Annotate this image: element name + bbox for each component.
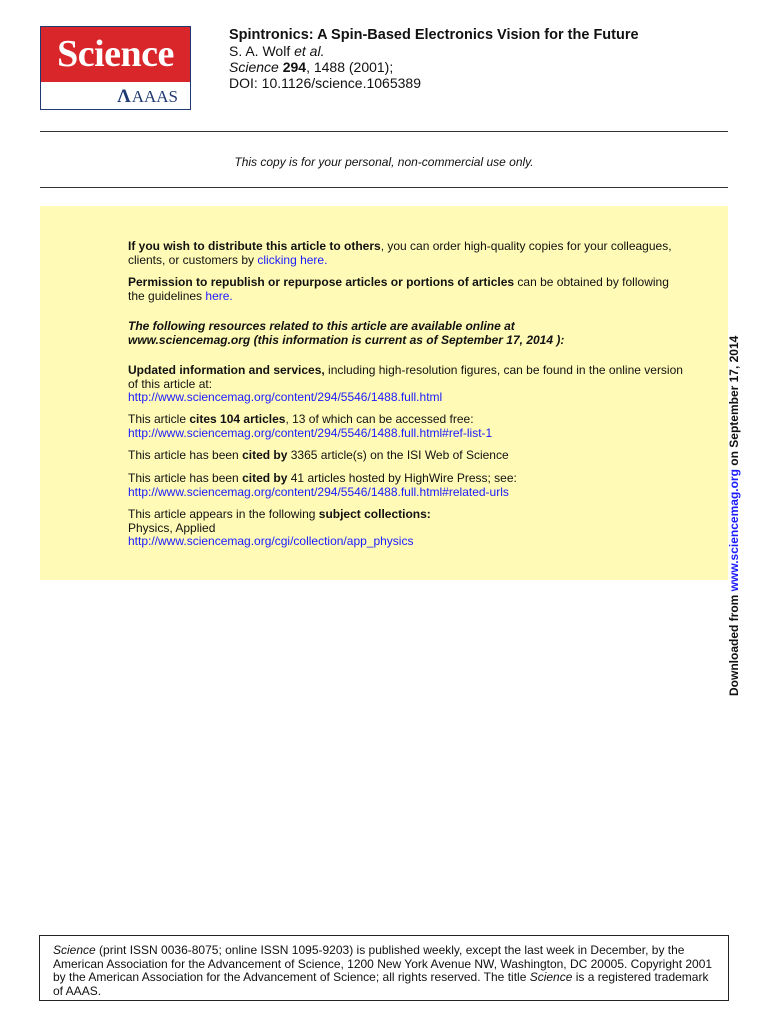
permission-paragraph xyxy=(128,276,688,303)
article-doi: DOI: 10.1126/science.1065389 xyxy=(229,75,421,91)
highwire-citations-paragraph xyxy=(128,472,688,499)
journal-name: Science xyxy=(229,59,279,75)
download-side-note xyxy=(727,336,741,696)
hw-cited-by: cited by xyxy=(242,471,288,485)
second-divider xyxy=(40,187,728,188)
sciencemag-link[interactable]: www.sciencemag.org xyxy=(727,469,741,592)
permission-heading: Permission to republish or repurpose articles or portions of articles xyxy=(128,275,515,289)
pages-year: , 1488 (2001); xyxy=(306,59,394,75)
author-suffix: et al. xyxy=(294,43,325,59)
reference-list-link[interactable]: http://www.sciencemag.org/content/294/5546/1488.full.html#ref-list-1 xyxy=(128,425,493,440)
aaas-wordmark: AAAS xyxy=(131,87,178,106)
resources-notice-line-2: www.sciencemag.org (this information is current as of September 17, 2014 ): xyxy=(128,332,565,347)
footer-journal-name: Science xyxy=(53,943,96,957)
side-note-pre: Downloaded from xyxy=(727,591,741,696)
isi-pre: This article has been xyxy=(128,448,243,462)
isi-citations-paragraph xyxy=(128,449,688,463)
distribute-heading: If you wish to distribute this article to others xyxy=(128,239,381,253)
distribute-text: , you can order high-quality copies for your colleagues, clients, or customers by xyxy=(128,239,672,267)
author-name: S. A. Wolf xyxy=(229,43,291,59)
publication-footer xyxy=(39,935,729,1001)
cites-pre: This article xyxy=(128,412,190,426)
order-copies-link[interactable]: clicking here. xyxy=(257,252,328,267)
article-citation xyxy=(229,59,393,75)
science-wordmark: Science xyxy=(41,27,190,82)
permission-text: can be obtained by following the guidelines xyxy=(128,275,669,303)
resources-notice-line-1: The following resources related to this article are available online at xyxy=(128,319,515,333)
subject-collection-link[interactable]: http://www.sciencemag.org/cgi/collection/app_physics xyxy=(128,534,414,548)
hw-pre: This article has been xyxy=(128,471,243,485)
updated-info-paragraph xyxy=(128,364,688,405)
article-resources-box xyxy=(40,206,728,580)
related-urls-link[interactable]: http://www.sciencemag.org/content/294/5546/1488.full.html#related-urls xyxy=(128,484,509,499)
cites-post: , 13 of which can be accessed free: xyxy=(285,412,474,426)
aaas-logo xyxy=(41,85,190,109)
references-paragraph xyxy=(128,413,688,440)
isi-cited-by: cited by xyxy=(242,448,288,462)
full-text-link[interactable]: http://www.sciencemag.org/content/294/5546/1488.full.html xyxy=(128,390,443,404)
article-title: Spintronics: A Spin-Based Electronics Vision for the Future xyxy=(229,27,639,43)
aaas-mark-icon: Λ xyxy=(117,86,131,107)
subject-pre: This article appears in the following xyxy=(128,507,319,521)
subject-heading: subject collections: xyxy=(318,507,431,521)
side-note-post: on September 17, 2014 xyxy=(727,335,741,470)
science-logo xyxy=(40,26,191,110)
resources-notice xyxy=(128,320,688,347)
hw-post: 41 articles hosted by HighWire Press; see: xyxy=(287,471,517,485)
updated-info-text: including high-resolution figures, can be found in the online version of this article at: xyxy=(128,363,683,391)
journal-volume: 294 xyxy=(282,59,307,75)
footer-journal-name-2: Science xyxy=(529,970,573,984)
top-divider xyxy=(40,131,728,132)
cites-count: cites 104 articles xyxy=(189,412,286,426)
footer-text: (print ISSN 0036-8075; online ISSN 1095-9203) is published weekly, except the last week in December, by the American Association for the Advancement of Science, 1200 New York Avenue NW, Washington, DC 20005. Copyright 2001 by the American Association for the Advancement of Science; all rights reserved. The title xyxy=(53,943,713,984)
updated-info-heading: Updated information and services, xyxy=(128,363,325,377)
permission-guidelines-link[interactable]: here. xyxy=(205,288,233,303)
subject-collection-name: Physics, Applied xyxy=(128,520,216,535)
isi-post: 3365 article(s) on the ISI Web of Science xyxy=(287,448,509,462)
distribute-paragraph xyxy=(128,240,688,267)
subject-collections-paragraph xyxy=(128,508,688,549)
personal-use-note: This copy is for your personal, non-commercial use only. xyxy=(234,155,534,169)
footer-text-2: is a registered trademark of AAAS. xyxy=(53,970,709,998)
article-authors xyxy=(229,43,324,59)
